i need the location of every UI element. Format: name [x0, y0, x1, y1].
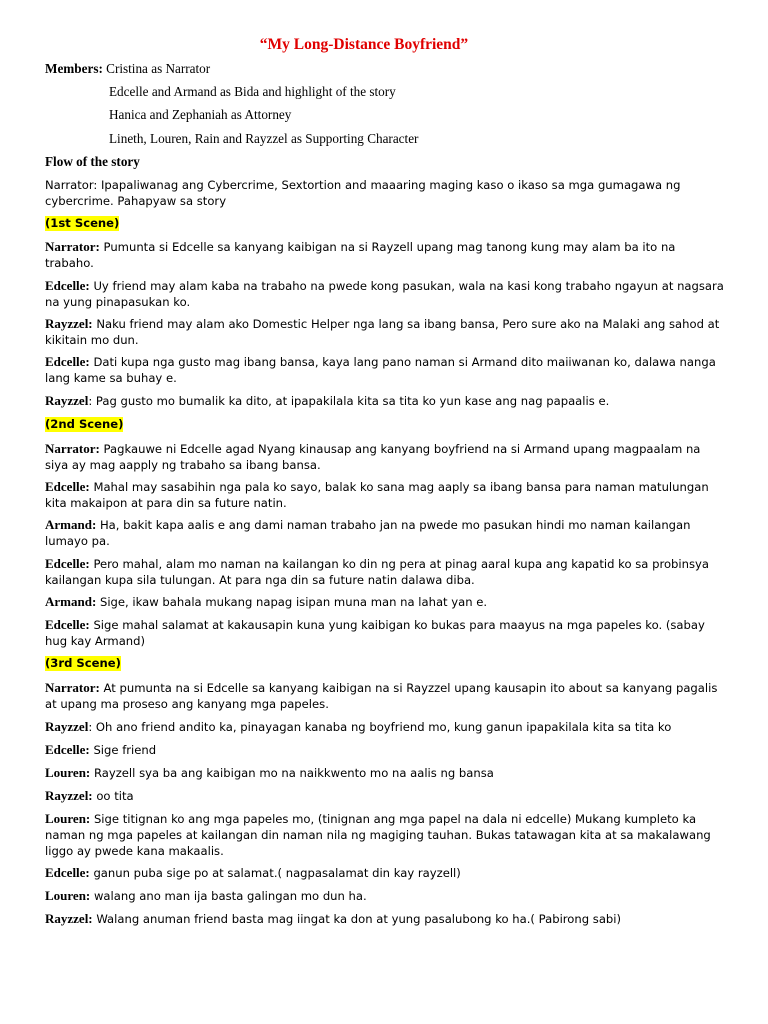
speaker: Edcelle: [45, 742, 90, 757]
dialogue-line [45, 811, 725, 859]
scene-3-label: (3rd Scene) [45, 656, 121, 670]
speaker: Narrator: [45, 441, 100, 456]
speaker: Rayzzel: [45, 316, 93, 331]
speaker: Louren: [45, 888, 91, 903]
speaker: Louren: [45, 765, 91, 780]
dialogue-text: Naku friend may alam ako Domestic Helper nga lang sa ibang bansa, Pero sure ako na Malaki ang sahod at kikitain mo dun. [45, 317, 720, 347]
dialogue-text: At pumunta na si Edcelle sa kanyang kaibigan na si Rayzzel upang kausapin ito about sa kanyang pagalis at upang ma proseso ang kanyang mga papeles. [45, 681, 718, 711]
speaker: Edcelle: [45, 479, 90, 494]
dialogue-line [45, 556, 725, 588]
dialogue-text: Pumunta si Edcelle sa kanyang kaibigan na si Rayzell upang mag tanong kung may alam ba ito na trabaho. [45, 240, 676, 270]
dialogue-text: Pero mahal, alam mo naman na kailangan ko din ng pera at pinag aaral kupa ang kapatid ko sa probinsya kailangan kupa sila tulungan. At para nga din sa future natin dalawa diba. [45, 557, 709, 587]
speaker: Edcelle: [45, 556, 90, 571]
dialogue-line [45, 441, 725, 473]
dialogue-line [45, 393, 725, 409]
speaker: Edcelle: [45, 865, 90, 880]
dialogue-text: Uy friend may alam kaba na trabaho na pwede kong pasukan, wala na kasi kong trabaho ngayun at nagsara na yung pinapasukan ko. [45, 279, 724, 309]
members-line [45, 61, 725, 77]
dialogue-line [45, 719, 725, 735]
dialogue-line [45, 742, 725, 758]
dialogue-text: : Oh ano friend andito ka, pinayagan kanaba ng boyfriend mo, kung ganun ipapakilala kita sa tita ko [88, 720, 672, 734]
speaker: Rayzzel [45, 393, 89, 408]
dialogue-line [45, 239, 725, 271]
speaker: Edcelle: [45, 617, 90, 632]
speaker: Louren: [45, 811, 91, 826]
dialogue-line [45, 278, 725, 310]
speaker: Edcelle: [45, 278, 90, 293]
speaker: Rayzzel: [45, 911, 93, 926]
dialogue-text: Dati kupa nga gusto mag ibang bansa, kaya lang pano naman si Armand dito maiiwanan ko, dalawa nanga lang kame sa buhay e. [45, 355, 716, 385]
speaker: Narrator: [45, 680, 100, 695]
speaker: Rayzzel: [45, 788, 93, 803]
dialogue-text: Sige titignan ko ang mga papeles mo, (tinignan ang mga papel na dala ni edcelle) Mukang kumpleto ka naman ng mga papeles at kailangan din naman nila ng magiging tauhan. Bukas tatawagan kita at sa makalawang liggo ay pwede kana makaalis. [45, 812, 711, 858]
members-label: Members: [45, 61, 103, 76]
dialogue-line [45, 765, 725, 781]
dialogue-text: ganun puba sige po at salamat.( nagpasalamat din kay rayzell) [89, 866, 461, 880]
flow-heading: Flow of the story [45, 154, 140, 169]
dialogue-line [45, 888, 725, 904]
dialogue-text: oo tita [92, 789, 134, 803]
document-title: “My Long-Distance Boyfriend” [259, 36, 469, 53]
dialogue-text: Walang anuman friend basta mag iingat ka don at yung pasalubong ko ha.( Pabirong sabi) [92, 912, 622, 926]
dialogue-line [45, 354, 725, 386]
dialogue-line [45, 617, 725, 649]
dialogue-line [45, 594, 725, 610]
dialogue-line [45, 911, 725, 927]
member-attorney: Hanica and Zephaniah as Attorney [109, 107, 292, 122]
dialogue-text: walang ano man ija basta galingan mo dun ha. [90, 889, 367, 903]
speaker: Rayzzel [45, 719, 89, 734]
speaker: Armand: [45, 517, 97, 532]
speaker: Edcelle: [45, 354, 90, 369]
dialogue-text: Rayzell sya ba ang kaibigan mo na naikkwento mo na aalis ng bansa [90, 766, 494, 780]
member-supporting: Lineth, Louren, Rain and Rayzzel as Supporting Character [109, 131, 419, 146]
scene-2-label: (2nd Scene) [45, 417, 124, 431]
intro-paragraph: Narrator: Ipapaliwanag ang Cybercrime, Sextortion and maaaring maging kaso o ikaso sa mga gumagawa ng cybercrime. Pahapyaw sa story [45, 178, 681, 208]
dialogue-line [45, 680, 725, 712]
dialogue-text: Mahal may sasabihin nga pala ko sayo, balak ko sana mag aaply sa ibang bansa para naman matulungan kita makaipon at para din sa future natin. [45, 480, 709, 510]
speaker: Narrator: [45, 239, 100, 254]
scene-1-label: (1st Scene) [45, 216, 120, 230]
dialogue-line [45, 517, 725, 549]
dialogue-text: Sige friend [89, 743, 157, 757]
dialogue-line [45, 316, 725, 348]
member-narrator: Cristina as Narrator [106, 61, 211, 76]
dialogue-line [45, 865, 725, 881]
dialogue-text: Sige mahal salamat at kakausapin kuna yung kaibigan ko bukas para maayus na mga papeles ko. (sabay hug kay Armand) [45, 618, 705, 648]
dialogue-line [45, 788, 725, 804]
speaker: Armand: [45, 594, 97, 609]
member-bida: Edcelle and Armand as Bida and highlight of the story [109, 84, 396, 99]
dialogue-text: Ha, bakit kapa aalis e ang dami naman trabaho jan na pwede mo pasukan hindi mo naman kailangan lumayo pa. [45, 518, 691, 548]
dialogue-text: Sige, ikaw bahala mukang napag isipan muna man na lahat yan e. [96, 595, 488, 609]
dialogue-line [45, 479, 725, 511]
dialogue-text: : Pag gusto mo bumalik ka dito, at ipapakilala kita sa tita ko yun kase ang nag papaalis e. [88, 394, 610, 408]
dialogue-text: Pagkauwe ni Edcelle agad Nyang kinausap ang kanyang boyfriend na si Armand upang magpaalam na siya ay mag aapply ng trabaho sa ibang bansa. [45, 442, 701, 472]
